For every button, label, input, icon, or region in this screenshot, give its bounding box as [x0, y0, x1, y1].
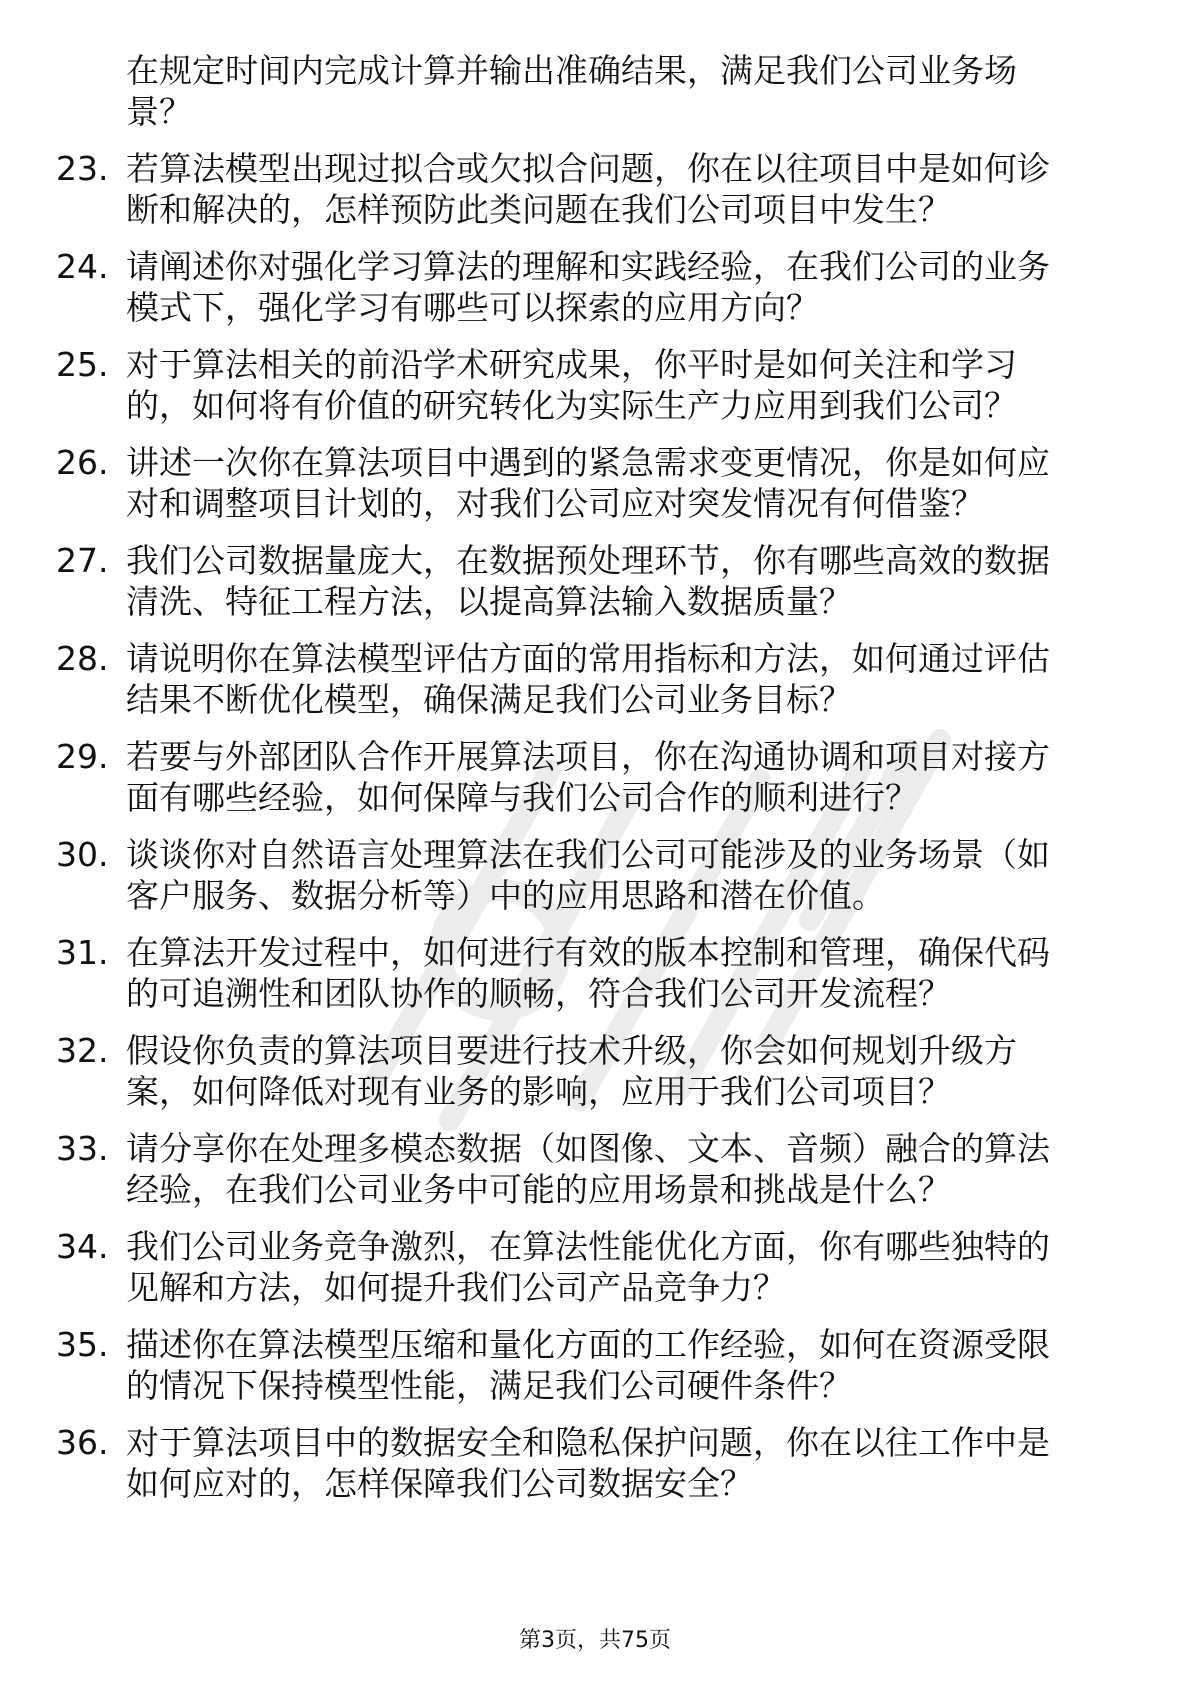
page-footer: 第3页，共75页	[519, 1628, 671, 1653]
question-line: 对于算法相关的前沿学术研究成果，你平时是如何关注和学习	[126, 345, 1017, 384]
question-text	[126, 834, 1106, 916]
question-line: 我们公司业务竞争激烈，在算法性能优化方面，你有哪些独特的	[126, 1227, 1050, 1266]
question-item	[0, 1226, 1190, 1324]
question-number: 27.	[56, 541, 109, 580]
question-line: 请阐述你对强化学习算法的理解和实践经验，在我们公司的业务	[126, 247, 1050, 286]
question-number: 26.	[56, 443, 109, 482]
question-number: 29.	[56, 737, 109, 776]
question-text	[126, 442, 1106, 524]
question-line: 结果不断优化模型，确保满足我们公司业务目标？	[126, 680, 852, 719]
question-text	[126, 932, 1106, 1014]
question-line: 对于算法项目中的数据安全和隐私保护问题，你在以往工作中是	[126, 1423, 1050, 1462]
question-item	[0, 932, 1190, 1030]
question-line: 描述你在算法模型压缩和量化方面的工作经验，如何在资源受限	[126, 1325, 1050, 1364]
question-line: 经验，在我们公司业务中可能的应用场景和挑战是什么？	[126, 1170, 951, 1209]
question-number: 31.	[56, 933, 109, 972]
question-line: 的可追溯性和团队协作的顺畅，符合我们公司开发流程？	[126, 974, 951, 1013]
question-item	[0, 736, 1190, 834]
question-text	[126, 540, 1106, 622]
question-line: 面有哪些经验，如何保障与我们公司合作的顺利进行？	[126, 778, 918, 817]
question-line: 在算法开发过程中，如何进行有效的版本控制和管理，确保代码	[126, 933, 1050, 972]
question-line: 清洗、特征工程方法，以提高算法输入数据质量？	[126, 582, 852, 621]
question-number: 24.	[56, 247, 109, 286]
question-line: 如何应对的，怎样保障我们公司数据安全？	[126, 1464, 753, 1503]
question-line: 请说明你在算法模型评估方面的常用指标和方法，如何通过评估	[126, 639, 1050, 678]
question-item	[0, 540, 1190, 638]
question-number: 33.	[56, 1129, 109, 1168]
question-item	[0, 638, 1190, 736]
question-text	[126, 638, 1106, 720]
question-number: 25.	[56, 345, 109, 384]
question-line: 案，如何降低对现有业务的影响，应用于我们公司项目？	[126, 1072, 951, 1111]
question-text	[126, 148, 1106, 230]
question-line: 对和调整项目计划的，对我们公司应对突发情况有何借鉴？	[126, 484, 984, 523]
question-item	[0, 834, 1190, 932]
question-line: 若要与外部团队合作开展算法项目，你在沟通协调和项目对接方	[126, 737, 1050, 776]
question-item	[0, 442, 1190, 540]
question-text	[126, 246, 1106, 328]
question-list	[0, 148, 1190, 1520]
question-item	[0, 1422, 1190, 1520]
question-line: 断和解决的，怎样预防此类问题在我们公司项目中发生？	[126, 190, 951, 229]
question-text	[126, 1422, 1106, 1504]
question-text	[126, 1226, 1106, 1308]
question-text	[126, 1324, 1106, 1406]
question-text	[126, 736, 1106, 818]
question-text	[126, 344, 1106, 426]
question-line: 我们公司数据量庞大，在数据预处理环节，你有哪些高效的数据	[126, 541, 1050, 580]
question-item	[0, 344, 1190, 442]
question-line: 请分享你在处理多模态数据（如图像、文本、音频）融合的算法	[126, 1129, 1050, 1168]
question-item	[0, 246, 1190, 344]
question-line: 模式下，强化学习有哪些可以探索的应用方向？	[126, 288, 819, 327]
question-line: 客户服务、数据分析等）中的应用思路和潜在价值。	[126, 876, 885, 915]
question-line: 的情况下保持模型性能，满足我们公司硬件条件？	[126, 1366, 852, 1405]
question-number: 34.	[56, 1227, 109, 1266]
question-number: 23.	[56, 149, 109, 188]
question-number: 28.	[56, 639, 109, 678]
question-item	[0, 148, 1190, 246]
continuation-line: 景？	[126, 92, 192, 131]
continued-question-text	[126, 50, 1106, 132]
question-item	[0, 1030, 1190, 1128]
question-line: 讲述一次你在算法项目中遇到的紧急需求变更情况，你是如何应	[126, 443, 1050, 482]
question-item	[0, 1324, 1190, 1422]
question-line: 假设你负责的算法项目要进行技术升级，你会如何规划升级方	[126, 1031, 1017, 1070]
question-line: 的，如何将有价值的研究转化为实际生产力应用到我们公司？	[126, 386, 1017, 425]
question-text	[126, 1030, 1106, 1112]
question-number: 30.	[56, 835, 109, 874]
question-number: 36.	[56, 1423, 109, 1462]
question-item	[0, 1128, 1190, 1226]
question-number: 32.	[56, 1031, 109, 1070]
question-line: 若算法模型出现过拟合或欠拟合问题，你在以往项目中是如何诊	[126, 149, 1050, 188]
question-line: 见解和方法，如何提升我们公司产品竞争力？	[126, 1268, 786, 1307]
question-text	[126, 1128, 1106, 1210]
question-number: 35.	[56, 1325, 109, 1364]
question-line: 谈谈你对自然语言处理算法在我们公司可能涉及的业务场景（如	[126, 835, 1050, 874]
continuation-line: 在规定时间内完成计算并输出准确结果，满足我们公司业务场	[126, 51, 1017, 90]
